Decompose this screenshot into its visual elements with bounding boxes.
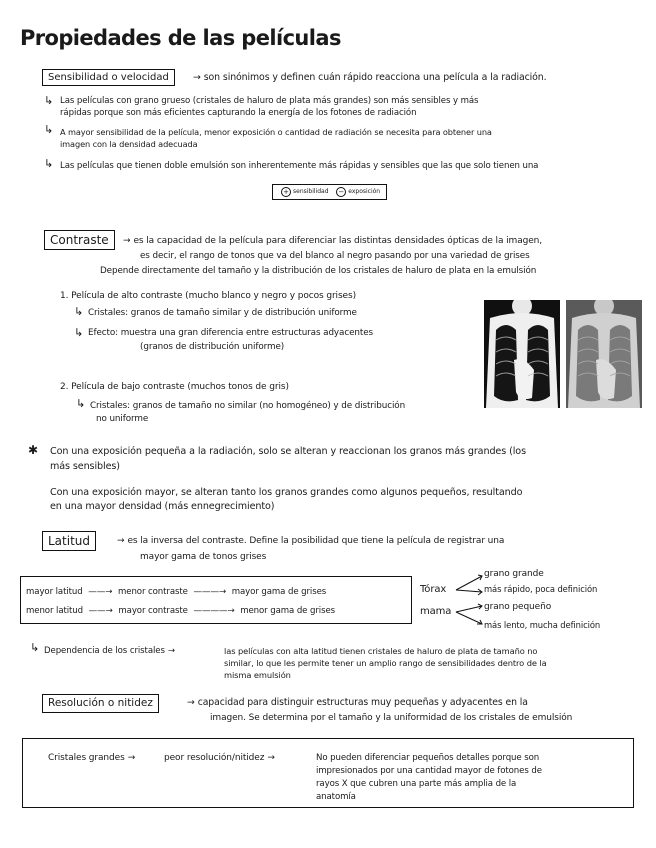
mama-b: más lento, mucha definición bbox=[484, 620, 601, 630]
latitud-definition-line-1: → es la inversa del contraste. Define la posibilidad que tiene la película de registrar una bbox=[117, 536, 505, 546]
resolucion-box-left: Cristales grandes → bbox=[48, 753, 136, 763]
hook-arrow-icon: ↳ bbox=[30, 641, 40, 654]
arrow-icon: ——→ bbox=[86, 606, 116, 616]
arrow-icon: → bbox=[127, 753, 136, 763]
arrow-icon: ————→ bbox=[190, 606, 238, 616]
latitud-definition-line-2: mayor gama de tonos grises bbox=[140, 552, 267, 562]
bajo-contraste-cristales-line-1: Cristales: granos de tamaño no similar (no homogéneo) y de distribución bbox=[90, 401, 406, 411]
legend-minus-label: exposición bbox=[348, 188, 381, 195]
minus-circle-icon: − bbox=[336, 187, 346, 197]
torax-a: grano grande bbox=[484, 569, 544, 579]
contraste-definition-line-1: → es la capacidad de la película para diferenciar las distintas densidades ópticas de la imagen, bbox=[123, 236, 543, 246]
resolucion-definition-line-2: imagen. Se determina por el tamaño y la uniformidad de los cristales de emulsión bbox=[210, 713, 573, 723]
arrow-icon: ——→ bbox=[85, 587, 115, 597]
mama-a: grano pequeño bbox=[484, 602, 552, 612]
hook-arrow-icon: ↳ bbox=[44, 94, 54, 107]
alto-contraste-efecto-line-2: (granos de distribución uniforme) bbox=[140, 342, 285, 352]
latitud-heading: Latitud bbox=[42, 531, 96, 551]
hook-arrow-icon: ↳ bbox=[74, 326, 84, 339]
resolucion-box-right-line-1: No pueden diferenciar pequeños detalles porque son bbox=[316, 753, 540, 763]
dependencia-line-2: similar, lo que les permite tener un amplio rango de sensibilidades dentro de la bbox=[224, 658, 547, 668]
resolucion-heading: Resolución o nitidez bbox=[42, 694, 159, 713]
sensibilidad-heading: Sensibilidad o velocidad bbox=[42, 69, 175, 86]
hook-arrow-icon: ↳ bbox=[76, 397, 86, 410]
alto-contraste-efecto-line-1: Efecto: muestra una gran diferencia entre estructuras adyacentes bbox=[88, 328, 373, 338]
arrow-icon: → bbox=[167, 646, 175, 656]
bajo-contraste-cristales-line-2: no uniforme bbox=[96, 414, 149, 424]
sensibilidad-bullet-2-line-2: imagen con la densidad adecuada bbox=[60, 139, 198, 149]
resolucion-box-right-line-4: anatomía bbox=[316, 792, 356, 802]
torax-b: más rápido, poca definición bbox=[484, 584, 598, 594]
dependencia-label: Dependencia de los cristales → bbox=[44, 646, 175, 656]
hook-arrow-icon: ↳ bbox=[74, 305, 84, 318]
xray-high-contrast-image bbox=[484, 300, 560, 408]
arrow-icon: → bbox=[123, 236, 131, 246]
alto-contraste-title: 1. Película de alto contraste (mucho blanco y negro y pocos grises) bbox=[60, 291, 356, 301]
resolucion-definition-line-1: → capacidad para distinguir estructuras muy pequeñas y adyacentes en la bbox=[187, 697, 528, 708]
sensibilidad-bullet-2-line-1: A mayor sensibilidad de la película, menor exposición o cantidad de radiación se necesita para obtener una bbox=[60, 127, 492, 137]
plus-circle-icon: + bbox=[281, 187, 291, 197]
contraste-definition-line-2: es decir, el rango de tonos que va del blanco al negro pasando por una variedad de grises bbox=[140, 251, 530, 261]
sensibilidad-definition: → son sinónimos y definen cuán rápido reacciona una película a la radiación. bbox=[193, 72, 547, 83]
sensibilidad-legend bbox=[272, 184, 387, 200]
resolucion-box-right-line-2: impresionados por una cantidad mayor de fotones de bbox=[316, 766, 542, 776]
dependencia-line-1: las películas con alta latitud tienen cristales de haluro de plata de tamaño no bbox=[224, 646, 538, 656]
arrow-icon: → bbox=[117, 536, 125, 546]
star-note-line-1: Con una exposición pequeña a la radiación, solo se alteran y reaccionan los granos más grandes (los bbox=[50, 446, 526, 457]
arrow-icon: → bbox=[267, 753, 275, 763]
resolucion-box-mid: peor resolución/nitidez → bbox=[164, 753, 275, 763]
hook-arrow-icon: ↳ bbox=[44, 157, 54, 170]
sensibilidad-bullet-1-line-1: Las películas con grano grueso (cristales de haluro de plata más grandes) son más sensibles y más bbox=[60, 96, 479, 106]
contraste-heading: Contraste bbox=[44, 230, 115, 250]
mama-label: mama bbox=[420, 606, 452, 617]
sensibilidad-bullet-3: Las películas que tienen doble emulsión son inherentemente más rápidas y sensibles que las que solo tienen una bbox=[60, 161, 539, 171]
latitud-row-2: menor latitud ——→ mayor contraste ————→ menor gama de grises bbox=[26, 606, 336, 616]
exposure-note-line-2: en una mayor densidad (más ennegrecimiento) bbox=[50, 501, 275, 512]
hook-arrow-icon: ↳ bbox=[44, 123, 54, 136]
page-title: Propiedades de las películas bbox=[20, 26, 341, 50]
contraste-definition-line-3: Depende directamente del tamaño y la distribución de los cristales de haluro de plata en la emulsión bbox=[100, 266, 537, 276]
legend-plus-label: sensibilidad bbox=[293, 188, 329, 195]
arrow-icon: → bbox=[193, 72, 201, 83]
arrow-icon: ———→ bbox=[190, 587, 229, 597]
dependencia-line-3: misma emulsión bbox=[224, 670, 291, 680]
arrow-icon: → bbox=[187, 697, 195, 708]
star-note-line-2: más sensibles) bbox=[50, 461, 120, 472]
torax-label: Tórax bbox=[420, 584, 447, 595]
latitud-row-1: mayor latitud ——→ menor contraste ———→ mayor gama de grises bbox=[26, 587, 327, 597]
resolucion-box-right-line-3: rayos X que cubren una parte más amplia de la bbox=[316, 779, 517, 789]
bajo-contraste-title: 2. Película de bajo contraste (muchos tonos de gris) bbox=[60, 382, 289, 392]
star-icon: ✱ bbox=[28, 443, 39, 457]
xray-low-contrast-image bbox=[566, 300, 642, 408]
alto-contraste-cristales: Cristales: granos de tamaño similar y de distribución uniforme bbox=[88, 308, 357, 318]
exposure-note-line-1: Con una exposición mayor, se alteran tanto los granos grandes como algunos pequeños, resultando bbox=[50, 487, 523, 498]
sensibilidad-bullet-1-line-2: rápidas porque son más eficientes capturando la energía de los fotones de radiación bbox=[60, 108, 417, 118]
